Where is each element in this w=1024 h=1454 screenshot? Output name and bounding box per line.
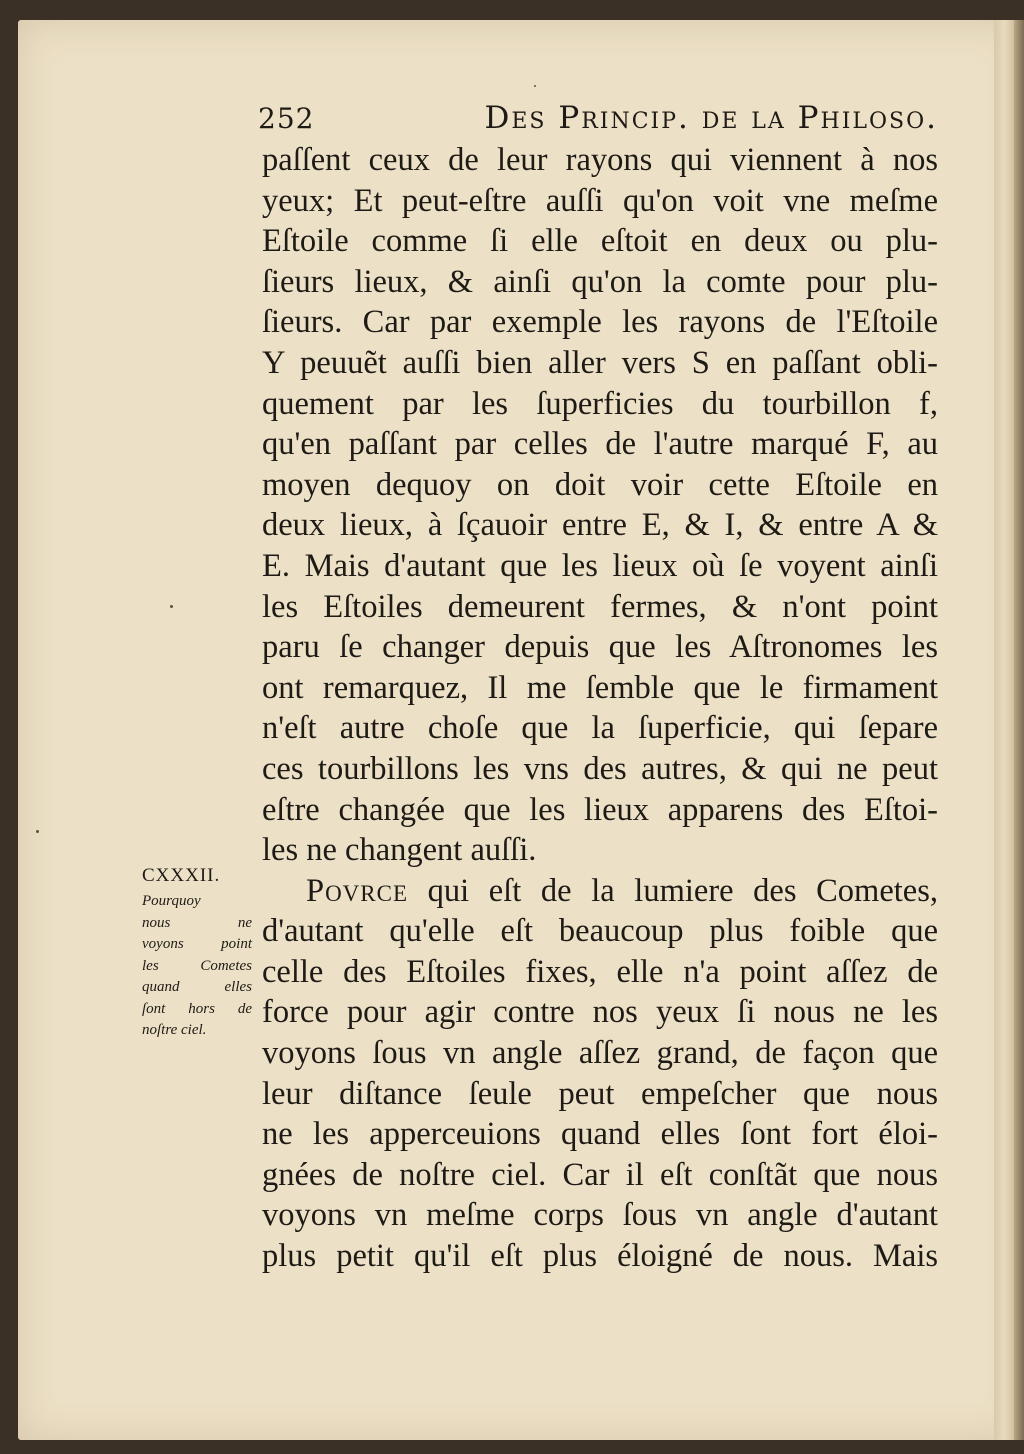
text-line: paru ſe changer depuis que les Aſtronomes les [262, 629, 938, 666]
text-line: quement par les ſuperficies du tourbillon f, [262, 385, 938, 422]
text-line: qu'en paſſant par celles de l'autre marqué F, au [262, 426, 938, 463]
text-line: leur diſtance ſeule peut empeſcher que nous [262, 1075, 938, 1112]
paragraph-initial-word: Povrce [306, 872, 409, 909]
marginal-note [142, 865, 252, 1042]
marginal-line: les Cometes [142, 957, 252, 974]
text-line: eſtre changée que les lieux apparens des Eſtoi- [262, 791, 938, 828]
text-line: d'autant qu'elle eſt beaucoup plus foible que [262, 913, 938, 950]
text-line: les Eſtoiles demeurent fermes, & n'ont point [262, 588, 938, 625]
paragraph-opening-line [262, 871, 938, 912]
text-fragment: qui eſt de la lumiere des Cometes, [427, 872, 938, 909]
text-line: paſſent ceux de leur rayons qui viennent à nos [262, 142, 938, 178]
paper-speck [534, 85, 536, 87]
text-line: voyons vn meſme corps ſous vn angle d'autant [262, 1197, 938, 1234]
text-line: deux lieux, à ſçauoir entre E, & I, & entre A & [262, 507, 938, 544]
marginal-line: voyons point [142, 936, 252, 952]
text-line: yeux; Et peut-eſtre auſſi qu'on voit vne meſme [262, 182, 938, 219]
text-line: celle des Eſtoiles fixes, elle n'a point aſſez de [262, 953, 938, 990]
marginal-line: nous ne [142, 914, 252, 931]
text-line: moyen dequoy on doit voir cette Eſtoile en [262, 466, 938, 503]
text-line: n'eſt autre choſe que la ſuperficie, qui ſepare [262, 710, 938, 747]
running-header [258, 100, 938, 136]
marginal-line: quand elles [142, 979, 252, 995]
main-text [262, 140, 938, 1277]
marginal-line: ſont hors de [142, 1000, 252, 1017]
text-line: Eſtoile comme ſi elle eſtoit en deux ou plu- [262, 223, 938, 260]
text-line: ont remarquez, Il me ſemble que le firmament [262, 669, 938, 706]
text-line: ne les apperceuions quand elles ſont fort éloi- [262, 1116, 938, 1153]
text-line: gnées de noſtre ciel. Car il eſt conſtãt que nous [262, 1156, 938, 1193]
binding-shadow [1014, 20, 1024, 1440]
text-line: voyons ſous vn angle aſſez grand, de façon que [262, 1035, 938, 1072]
text-line: ces tourbillons les vns des autres, & qui ne peut [262, 750, 938, 787]
text-line: Y peuuẽt auſſi bien aller vers S en paſſant obli- [262, 344, 938, 381]
paper-speck [170, 605, 173, 608]
text-line: ſieurs lieux, & ainſi qu'on la comte pour plu- [262, 263, 938, 300]
text-line: E. Mais d'autant que les lieux où ſe voyent ainſi [262, 547, 938, 584]
marginal-line: Pourquoy [142, 893, 201, 909]
text-line: ſieurs. Car par exemple les rayons de l'Eſtoile [262, 304, 938, 341]
text-line: force pour agir contre nos yeux ſi nous ne les [262, 994, 938, 1031]
paper-speck [36, 830, 39, 833]
marginal-line: noſtre ciel. [142, 1022, 207, 1038]
text-line: les ne changent auſſi. [262, 832, 537, 869]
page-number: 252 [258, 102, 315, 135]
article-number: CXXXII. [142, 865, 221, 886]
running-title: Des Princip. de la Philoso. [484, 100, 938, 136]
text-line: plus petit qu'il eſt plus éloigné de nous. Mais [262, 1238, 938, 1275]
